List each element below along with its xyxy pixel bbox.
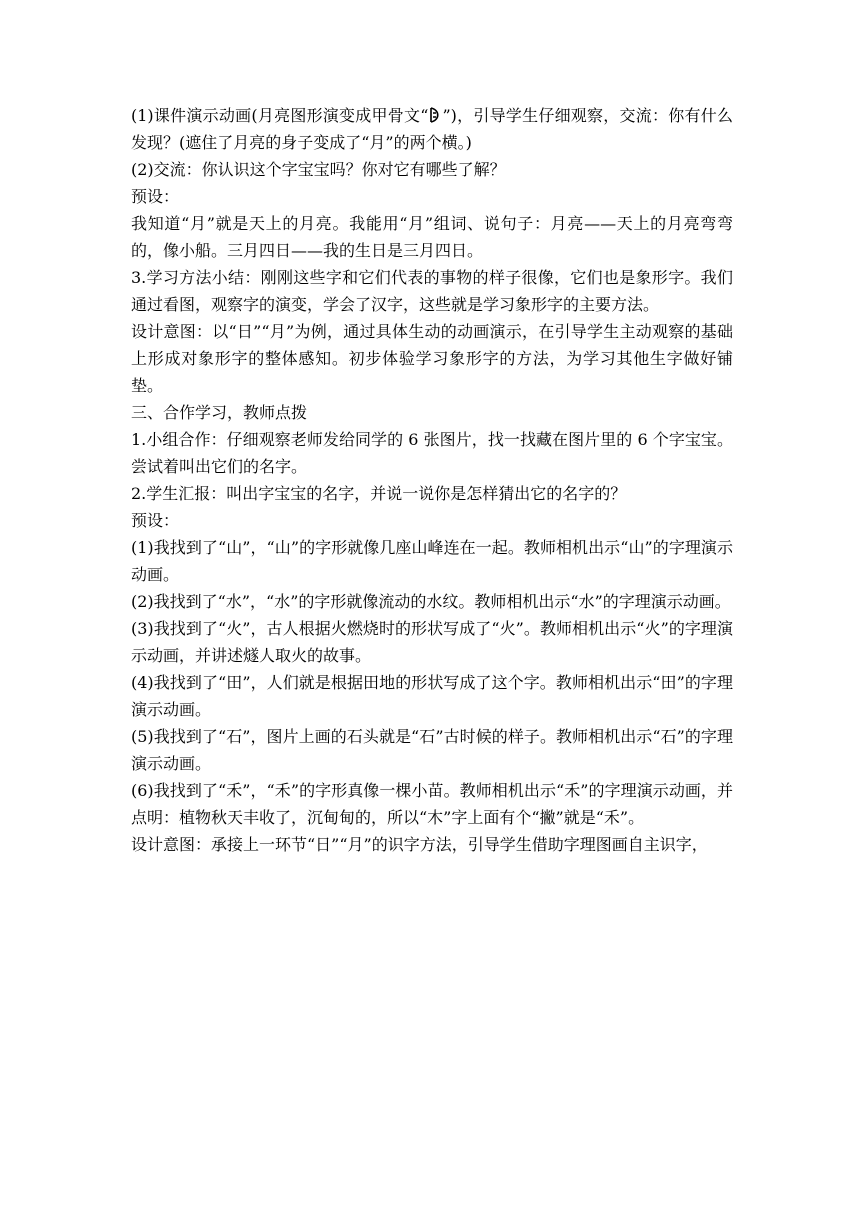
paragraph-text: (1)课件演示动画(月亮图形演变成甲骨文“ <box>131 106 429 125</box>
paragraph-grain: (6)我找到了“禾”，“禾”的字形真像一棵小苗。教师相机出示“禾”的字理演示动画，并点明：植物秋天丰收了，沉甸甸的，所以“木”字上面有个“撇”就是“禾”。 <box>131 781 733 827</box>
paragraph-moon-answer: 我知道“月”就是天上的月亮。我能用“月”组词、说句子：月亮——天上的月亮弯弯的，像小船。三月四日——我的生日是三月四日。 <box>131 214 733 260</box>
document-page <box>131 102 733 858</box>
paragraph-water: (2)我找到了“水”，“水”的字形就像流动的水纹。教师相机出示“水”的字理演示动画。 <box>131 592 731 611</box>
paragraph-design-intent: 设计意图：承接上一环节“日”“月”的识字方法，引导学生借助字理图画自主识字， <box>131 835 708 854</box>
paragraph-group-work: 1.小组合作：仔细观察老师发给同学的 6 张图片，找一找藏在图片里的 6 个字宝宝。尝试着叫出它们的名字。 <box>131 430 733 476</box>
paragraph-preset-label: 预设： <box>131 511 180 530</box>
oracle-bone-moon-icon <box>428 107 442 123</box>
paragraph-mountain: (1)我找到了“山”，“山”的字形就像几座山峰连在一起。教师相机出示“山”的字理演示动画。 <box>131 538 733 584</box>
paragraph-exchange: (2)交流：你认识这个字宝宝吗？你对它有哪些了解？ <box>131 160 506 179</box>
paragraph-design-intent: 设计意图：以“日”“月”为例，通过具体生动的动画演示，在引导学生主动观察的基础上形成对象形字的整体感知。初步体验学习象形字的方法，为学习其他生字做好铺垫。 <box>131 322 733 395</box>
section-heading: 三、合作学习，教师点拨 <box>131 403 308 422</box>
paragraph-method-summary: 3.学习方法小结：刚刚这些字和它们代表的事物的样子很像，它们也是象形字。我们通过看图，观察字的演变，学会了汉字，这些就是学习象形字的主要方法。 <box>131 268 733 314</box>
paragraph-text: ”)，引导学生仔细观察，交流：你有什么发现？(遮住了月亮的身子变成了“月”的两个横。) <box>131 106 733 152</box>
paragraph-fire: (3)我找到了“火”，古人根据火燃烧时的形状写成了“火”。教师相机出示“火”的字理演示动画，并讲述燧人取火的故事。 <box>131 619 733 665</box>
paragraph-field: (4)我找到了“田”，人们就是根据田地的形状写成了这个字。教师相机出示“田”的字理演示动画。 <box>131 673 733 719</box>
paragraph-preset-label: 预设： <box>131 187 180 206</box>
paragraph-stone: (5)我找到了“石”，图片上画的石头就是“石”古时候的样子。教师相机出示“石”的字理演示动画。 <box>131 727 733 773</box>
paragraph-student-report: 2.学生汇报：叫出字宝宝的名字，并说一说你是怎样猜出它的名字的？ <box>131 484 627 503</box>
paragraph-animation-demo <box>131 102 733 156</box>
